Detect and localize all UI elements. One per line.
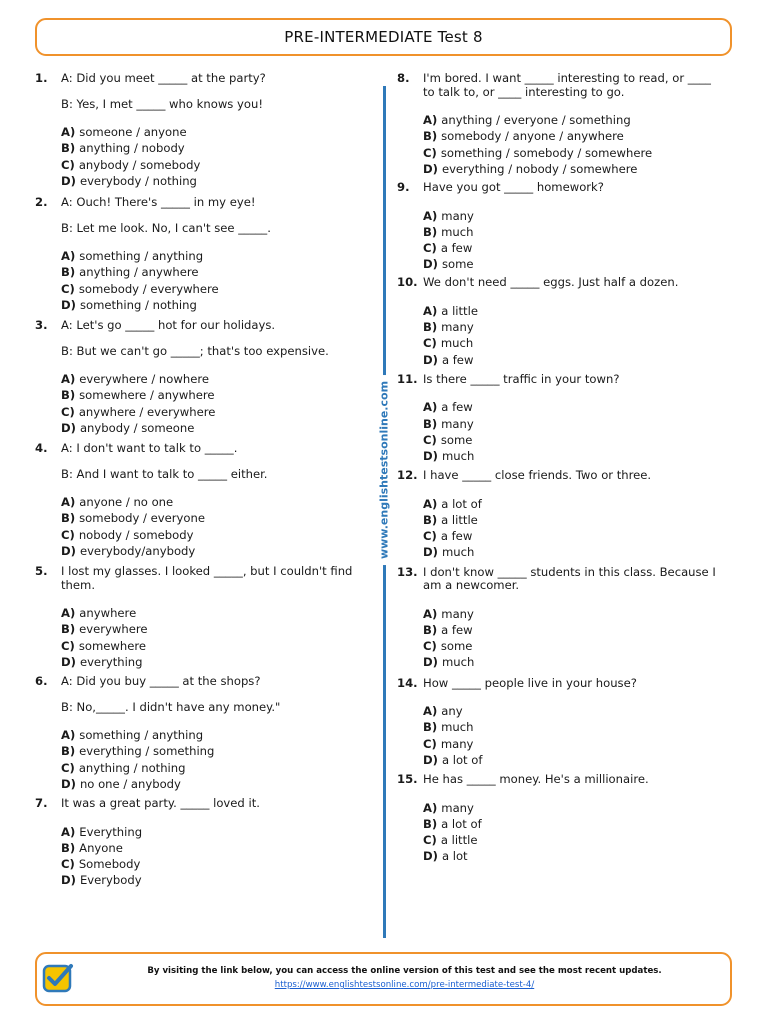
question-4 (35, 442, 355, 559)
question-14 (397, 677, 717, 768)
question-text: I'm bored. I want _____ interesting to read, or ____ to talk to, or ____ interesting to go. (423, 71, 711, 99)
answer-options (61, 727, 355, 792)
option-letter: D) (423, 449, 438, 464)
option-letter: B) (61, 511, 76, 526)
answer-option (423, 432, 717, 448)
option-text: everybody / nothing (79, 173, 197, 188)
option-text: something / nothing (79, 297, 197, 312)
option-text: nobody / somebody (78, 527, 194, 542)
answer-options (423, 399, 717, 464)
answer-option (423, 848, 717, 864)
question-text: It was a great party. _____ loved it. (61, 796, 260, 810)
answer-option (61, 404, 355, 420)
option-text: a lot of (441, 816, 482, 831)
option-letter: A) (423, 113, 438, 128)
option-text: somebody / everyone (79, 511, 205, 526)
option-text: many (441, 416, 474, 431)
option-text: Somebody (78, 857, 141, 871)
answer-option (423, 448, 717, 464)
option-letter: B) (61, 744, 76, 759)
answer-options (423, 703, 717, 768)
question-1 (35, 72, 355, 189)
question-text: We don't need _____ eggs. Just half a dozen. (423, 275, 679, 290)
question-text: B: And I want to talk to _____ either. (61, 466, 268, 481)
option-text: anything / anywhere (79, 265, 199, 280)
answer-option (61, 760, 355, 776)
option-text: some (440, 639, 473, 654)
option-letter: C) (423, 241, 437, 255)
option-letter: B) (61, 265, 76, 280)
question-7 (35, 797, 355, 888)
answer-option (423, 736, 717, 752)
option-text: many (441, 606, 474, 621)
answer-option (423, 719, 717, 735)
option-letter: D) (61, 297, 76, 312)
answer-option (61, 494, 355, 510)
option-text: somewhere / anywhere (79, 388, 215, 403)
answer-option (423, 832, 717, 848)
answer-options (61, 248, 355, 313)
question-number: 8. (397, 71, 410, 85)
question-12 (397, 469, 717, 560)
option-text: anyone / no one (79, 495, 174, 510)
option-letter: B) (423, 129, 438, 144)
question-number: 1. (35, 71, 48, 85)
answer-options (61, 494, 355, 559)
question-15 (397, 773, 717, 864)
answer-option (61, 264, 355, 280)
option-text: Everything (79, 824, 143, 839)
answer-option (61, 281, 355, 297)
side-website-link[interactable]: www.englishtestsonline.com (378, 375, 391, 565)
option-letter: D) (423, 655, 438, 670)
option-letter: D) (61, 654, 76, 669)
question-number: 15. (397, 772, 418, 787)
option-text: something / somebody / somewhere (440, 145, 653, 160)
question-number: 2. (35, 195, 48, 209)
option-text: everywhere (79, 622, 148, 637)
option-text: Everybody (79, 873, 142, 888)
answer-option (423, 544, 717, 560)
answer-option (61, 856, 355, 872)
option-letter: B) (423, 416, 438, 431)
option-text: a little (441, 513, 478, 528)
answer-option (61, 654, 355, 670)
answer-option (61, 543, 355, 559)
option-text: something / anything (79, 249, 204, 264)
answer-option (61, 248, 355, 264)
question-text: Have you got _____ homework? (423, 180, 604, 194)
option-letter: A) (423, 800, 438, 815)
answer-option (423, 606, 717, 622)
footer-text: By visiting the link below, you can access the online version of this test and see the most recent updates. (147, 966, 662, 976)
question-text: Is there _____ traffic in your town? (423, 371, 620, 386)
option-text: somebody / anyone / anywhere (441, 129, 624, 144)
option-text: much (441, 655, 475, 670)
option-letter: D) (61, 873, 76, 888)
question-number: 5. (35, 564, 48, 578)
answer-option (423, 752, 717, 768)
option-letter: A) (61, 125, 76, 140)
option-text: many (441, 320, 474, 335)
answer-option (423, 319, 717, 335)
option-text: everything (79, 654, 143, 669)
answer-option (423, 128, 717, 144)
option-letter: D) (61, 776, 76, 791)
answer-option (423, 496, 717, 512)
option-text: much (441, 224, 474, 239)
answer-option (61, 840, 355, 856)
option-letter: B) (423, 623, 438, 638)
option-letter: C) (61, 857, 75, 871)
footer-box (35, 952, 732, 1006)
answer-option (423, 816, 717, 832)
option-letter: C) (61, 638, 75, 653)
answer-option (423, 256, 717, 272)
question-text: B: Yes, I met _____ who knows you! (61, 96, 263, 111)
option-text: a few (441, 400, 473, 415)
answer-options (61, 824, 355, 889)
answer-option (423, 112, 717, 128)
option-letter: B) (61, 840, 76, 855)
option-letter: C) (423, 736, 437, 751)
option-text: much (441, 449, 475, 464)
option-letter: A) (61, 249, 76, 264)
answer-option (423, 528, 717, 544)
question-3 (35, 319, 355, 436)
question-11 (397, 373, 717, 464)
option-letter: B) (61, 622, 76, 637)
question-text: A: Did you meet _____ at the party? (61, 71, 266, 85)
option-text: any (441, 704, 463, 719)
option-text: no one / anybody (79, 776, 181, 791)
question-number: 6. (35, 674, 48, 688)
answer-options (423, 112, 717, 177)
question-text: A: I don't want to talk to _____. (61, 441, 238, 455)
question-9 (397, 181, 717, 272)
option-text: much (440, 336, 474, 351)
answer-option (423, 800, 717, 816)
option-letter: A) (423, 208, 438, 223)
answer-option (61, 621, 355, 637)
answer-options (423, 800, 717, 865)
option-letter: C) (61, 760, 75, 775)
option-text: everywhere / nowhere (79, 372, 209, 387)
option-text: anywhere (79, 606, 137, 621)
left-column (35, 72, 355, 888)
option-text: a few (441, 352, 474, 367)
option-text: a lot of (441, 752, 483, 767)
option-letter: C) (61, 527, 75, 542)
answer-option (61, 371, 355, 387)
answer-option (423, 224, 717, 240)
answer-option (61, 824, 355, 840)
answer-option (423, 303, 717, 319)
answer-option (423, 208, 717, 224)
question-10 (397, 276, 717, 367)
question-number: 13. (397, 564, 418, 579)
question-text: I don't know _____ students in this class. Because I am a newcomer. (423, 564, 716, 593)
option-letter: C) (423, 145, 437, 160)
answer-option (423, 512, 717, 528)
option-letter: C) (423, 529, 437, 544)
option-text: a few (440, 241, 473, 255)
question-text: A: Did you buy _____ at the shops? (61, 674, 261, 688)
option-letter: C) (423, 432, 437, 447)
question-text: He has _____ money. He's a millionaire. (423, 772, 649, 787)
answer-options (61, 371, 355, 436)
option-text: a few (441, 623, 473, 638)
option-letter: D) (423, 849, 438, 864)
option-letter: C) (61, 404, 75, 419)
answer-option (61, 743, 355, 759)
answer-option (61, 140, 355, 156)
option-letter: D) (61, 543, 76, 558)
option-letter: D) (61, 173, 76, 188)
answer-option (423, 161, 717, 177)
option-letter: A) (61, 606, 76, 621)
question-text: B: No,_____. I didn't have any money." (61, 699, 281, 714)
option-letter: C) (61, 281, 75, 296)
option-letter: B) (423, 513, 438, 528)
answer-option (61, 727, 355, 743)
option-letter: C) (423, 639, 437, 654)
option-letter: B) (61, 388, 76, 403)
answer-options (423, 496, 717, 561)
option-letter: A) (423, 400, 438, 415)
answer-option (423, 240, 717, 256)
answer-option (61, 387, 355, 403)
question-6 (35, 675, 355, 792)
question-text: B: Let me look. No, I can't see _____. (61, 220, 271, 235)
question-text: A: Ouch! There's _____ in my eye! (61, 195, 256, 209)
answer-option (423, 654, 717, 670)
question-number: 7. (35, 796, 48, 810)
option-text: a little (440, 833, 478, 848)
option-text: a few (440, 529, 473, 544)
option-text: anywhere / everywhere (78, 404, 216, 419)
answer-option (61, 527, 355, 543)
answer-option (423, 638, 717, 654)
question-2 (35, 196, 355, 313)
right-column (397, 72, 717, 864)
option-text: anybody / someone (79, 420, 195, 435)
answer-option (61, 124, 355, 140)
answer-options (423, 606, 717, 671)
option-letter: B) (61, 141, 76, 156)
answer-options (423, 208, 717, 273)
option-text: someone / anyone (79, 125, 187, 140)
option-text: some (440, 432, 473, 447)
option-text: something / anything (79, 728, 204, 743)
option-letter: A) (61, 824, 76, 839)
question-text: I lost my glasses. I looked _____, but I couldn't find them. (61, 564, 353, 592)
option-letter: A) (423, 496, 438, 511)
answer-option (61, 173, 355, 189)
answer-option (61, 510, 355, 526)
option-text: anything / nothing (78, 760, 186, 775)
option-text: much (441, 720, 474, 735)
answer-option (423, 335, 717, 351)
option-letter: A) (423, 704, 438, 719)
answer-option (61, 605, 355, 621)
footer-link[interactable]: https://www.englishtestsonline.com/pre-intermediate-test-4/ (274, 980, 535, 990)
question-5 (35, 565, 355, 670)
option-letter: B) (423, 320, 438, 335)
option-text: a lot of (441, 496, 482, 511)
option-text: anything / nobody (79, 141, 185, 156)
option-text: a little (441, 304, 478, 318)
question-number: 4. (35, 441, 48, 455)
option-text: somebody / everywhere (78, 281, 219, 296)
option-text: somewhere (78, 638, 146, 653)
question-number: 14. (397, 675, 418, 690)
option-letter: D) (423, 545, 438, 560)
option-letter: D) (423, 257, 438, 272)
answer-option (423, 703, 717, 719)
answer-option (423, 416, 717, 432)
option-text: everything / nobody / somewhere (441, 161, 638, 176)
question-number: 10. (397, 275, 418, 290)
question-text: B: But we can't go _____; that's too expensive. (61, 343, 329, 358)
option-text: much (441, 545, 475, 560)
option-letter: B) (423, 720, 438, 735)
answer-option (61, 638, 355, 654)
option-letter: A) (61, 372, 76, 387)
option-text: everything / something (79, 744, 215, 759)
option-text: anything / everyone / something (441, 113, 631, 128)
answer-options (61, 605, 355, 670)
option-text: everybody/anybody (79, 543, 196, 558)
answer-option (61, 157, 355, 173)
option-text: many (440, 736, 474, 751)
answer-option (61, 297, 355, 313)
question-13 (397, 566, 717, 671)
option-letter: A) (423, 606, 438, 621)
question-number: 3. (35, 318, 48, 332)
option-text: Anyone (79, 840, 123, 855)
option-text: many (441, 208, 474, 223)
option-letter: D) (423, 161, 438, 176)
answer-options (61, 124, 355, 189)
option-letter: D) (423, 752, 438, 767)
answer-option (61, 420, 355, 436)
page-title: PRE-INTERMEDIATE Test 8 (284, 28, 483, 46)
option-letter: B) (423, 224, 438, 239)
option-text: anybody / somebody (78, 157, 201, 172)
option-letter: D) (61, 420, 76, 435)
answer-option (423, 622, 717, 638)
option-letter: C) (61, 157, 75, 172)
option-letter: A) (61, 728, 76, 743)
option-text: a lot (441, 849, 468, 864)
checkbox-check-icon (42, 963, 74, 993)
option-letter: C) (423, 336, 437, 351)
option-text: some (441, 257, 474, 272)
question-text: How _____ people live in your house? (423, 675, 637, 690)
question-text: A: Let's go _____ hot for our holidays. (61, 318, 276, 332)
answer-options (423, 303, 717, 368)
option-letter: D) (423, 352, 438, 367)
question-8 (397, 72, 717, 177)
question-number: 11. (397, 371, 418, 386)
option-letter: C) (423, 833, 437, 848)
question-text: I have _____ close friends. Two or three. (423, 468, 652, 483)
answer-option (423, 399, 717, 415)
title-box (35, 18, 732, 56)
option-letter: A) (423, 304, 438, 318)
option-letter: B) (423, 816, 438, 831)
option-letter: A) (61, 495, 76, 510)
question-number: 12. (397, 468, 418, 483)
answer-option (423, 145, 717, 161)
question-number: 9. (397, 180, 410, 194)
answer-option (423, 352, 717, 368)
answer-option (61, 872, 355, 888)
option-text: many (441, 800, 474, 815)
answer-option (61, 776, 355, 792)
